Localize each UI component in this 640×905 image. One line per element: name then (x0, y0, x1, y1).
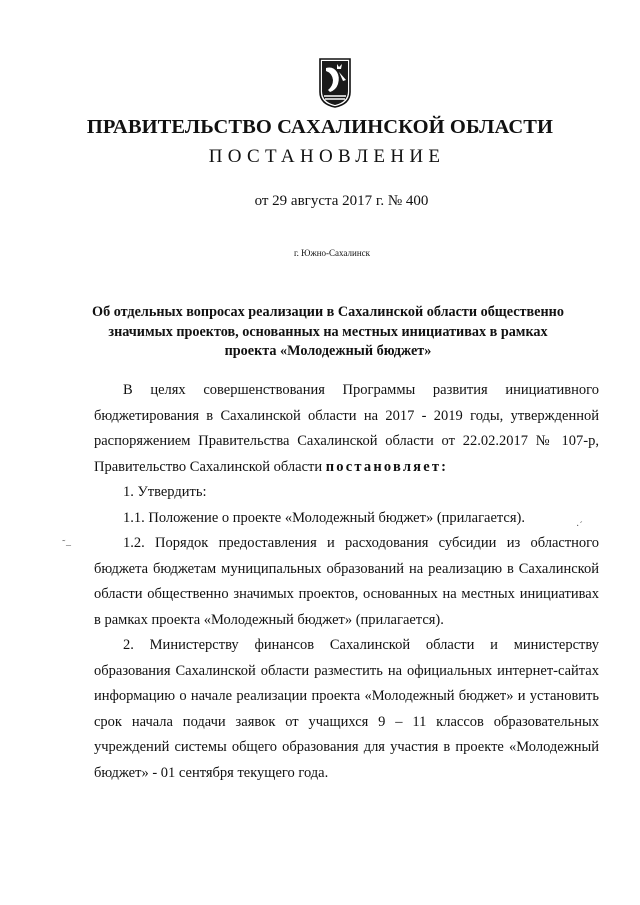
margin-mark: ˷ (62, 531, 66, 542)
title-line: проекта «Молодежный бюджет» (224, 343, 432, 359)
paragraph-2: 2. Министерству финансов Сахалинской области и министерству образования Сахалинской области разместить на официальных интернет-сайтах информацию о начале реализации проекта «Молодежный бюджет» и установить срок начала подачи заявок от учащихся 9 – 11 классов образовательных учреждений системы общего образования для участия в проекте «Молодежный бюджет» - 01 сентября текущего года. (94, 637, 599, 781)
document-type: ПОСТАНОВЛЕНИЕ (208, 146, 446, 167)
organization-name: ПРАВИТЕЛЬСТВО САХАЛИНСКОЙ ОБЛАСТИ (86, 116, 554, 138)
date-and-number: от 29 августа 2017 г. № 400 (254, 193, 429, 209)
paragraph-intro (94, 378, 599, 480)
paragraph-1: 1. Утвердить: (123, 484, 207, 500)
title-line: значимых проектов, основанных на местных инициативах в рамках (108, 323, 548, 340)
intro-keyword: постановляет: (325, 458, 449, 475)
paragraph-1-1: 1.1. Положение о проекте «Молодежный бюджет» (прилагается). (123, 509, 525, 526)
document-title (88, 303, 568, 362)
margin-mark: – (66, 540, 71, 551)
paragraph-1-2: 1.2. Порядок предоставления и расходования субсидии из областного бюджета бюджетам муниципальных образований на реализацию в Сахалинской области общественно значимых проектов, основанных на местных инициативах в рамках проекта «Молодежный бюджет» (прилагается). (94, 535, 599, 628)
margin-mark: ·´ (576, 521, 583, 532)
city-name: г. Южно-Сахалинск (293, 248, 370, 258)
document-body (94, 378, 599, 786)
sakhalin-coat-of-arms-icon (319, 58, 351, 108)
title-line: Об отдельных вопросах реализации в Сахалинской области общественно (92, 304, 564, 320)
intro-text: В целях совершенствования Программы развития инициативного бюджетирования в Сахалинской области на 2017 - 2019 годы, утвержденной распоряжением Правительства Сахалинской области от 22.02.2017 № 107-р, Правительство Сахалинской области (94, 382, 599, 475)
